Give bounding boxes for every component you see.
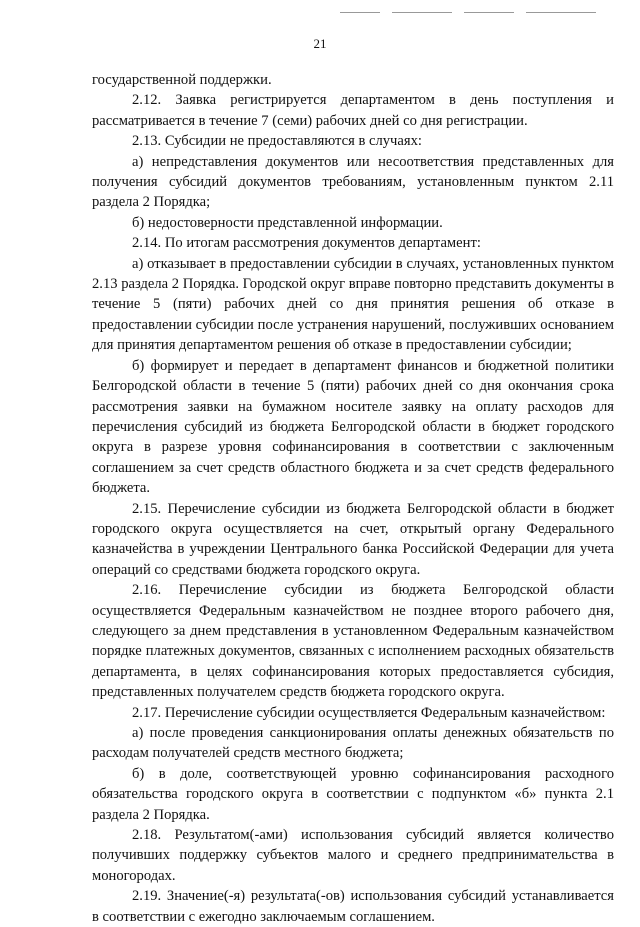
paragraph-2-14-a: а) отказывает в предоставлении субсидии в случаях, установленных пунктом 2.13 раздела 2 Порядка. Городской округ вправе повторно представить документы в течение 5 (пяти) рабочих дней со дня принятия решения об отказе в предоставлении субсидии после устранения нарушений, послуживших основанием для принятия департаментом решения об отказе в предоставлении субсидии; — [92, 255, 614, 354]
paragraph-2-17-a: а) после проведения санкционирования оплаты денежных обязательств по расходам получателей средств местного бюджета; — [92, 725, 614, 762]
paragraph-2-12: 2.12. Заявка регистрируется департаментом в день поступления и рассматривается в течение 7 (семи) рабочих дней со дня регистрации. — [92, 92, 614, 129]
paragraph-2-13-a: а) непредставления документов или несоответствия представленных для получения субсидий документов требованиям, установленным пунктом 2.11 раздела 2 Порядка; — [92, 153, 614, 211]
paragraph-2-13: 2.13. Субсидии не предоставляются в случаях: — [132, 133, 422, 150]
document-body — [92, 70, 614, 927]
scan-edge-marks — [340, 0, 620, 2]
page-number: 21 — [313, 36, 327, 51]
paragraph-2-16: 2.16. Перечисление субсидии из бюджета Белгородской области осуществляется Федеральным казначейством не позднее второго рабочего дня, следующего за днем представления в установленном Федеральным казначейством порядке платежных документов, связанных с исполнением расходных обязательств департамента, в целях софинансирования которых предоставляется субсидия, представленных получателем средств бюджета городского округа. — [92, 582, 614, 701]
paragraph-2-14: 2.14. По итогам рассмотрения документов департамент: — [132, 235, 481, 252]
paragraph-2-13-b: б) недостоверности представленной информации. — [132, 214, 443, 231]
paragraph-2-17-b: б) в доле, соответствующей уровню софинансирования расходного обязательства городского округа в соответствии с подпунктом «б» пункта 2.1 раздела 2 Порядка. — [92, 765, 614, 823]
paragraph-2-17: 2.17. Перечисление субсидии осуществляется Федеральным казначейством: — [132, 704, 606, 721]
paragraph-2-15: 2.15. Перечисление субсидии из бюджета Белгородской области в бюджет городского округа осуществляется на счет, открытый органу Федерального казначейства в учреждении Центрального банка Российской Федерации для учета операций со средствами бюджета городского округа. — [92, 500, 614, 578]
paragraph-continuation: государственной поддержки. — [92, 72, 272, 88]
paragraph-2-19: 2.19. Значение(-я) результата(-ов) использования субсидий устанавливается в соответствии с ежегодно заключаемым соглашением. — [92, 888, 614, 925]
paragraph-2-18: 2.18. Результатом(-ами) использования субсидий является количество получивших поддержку субъектов малого и среднего предпринимательства в моногородах. — [92, 827, 614, 884]
paragraph-2-14-b: б) формирует и передает в департамент финансов и бюджетной политики Белгородской области в течение 5 (пяти) рабочих дней со дня окончания срока рассмотрения заявки на бумажном носителе заявку на оплату расходов для перечисления субсидий из бюджета Белгородской области в бюджет городского округа в разрезе уровня софинансирования в соответствии с заключенным соглашением за счет средств областного бюджета и за счет средств федерального бюджета. — [92, 357, 614, 497]
